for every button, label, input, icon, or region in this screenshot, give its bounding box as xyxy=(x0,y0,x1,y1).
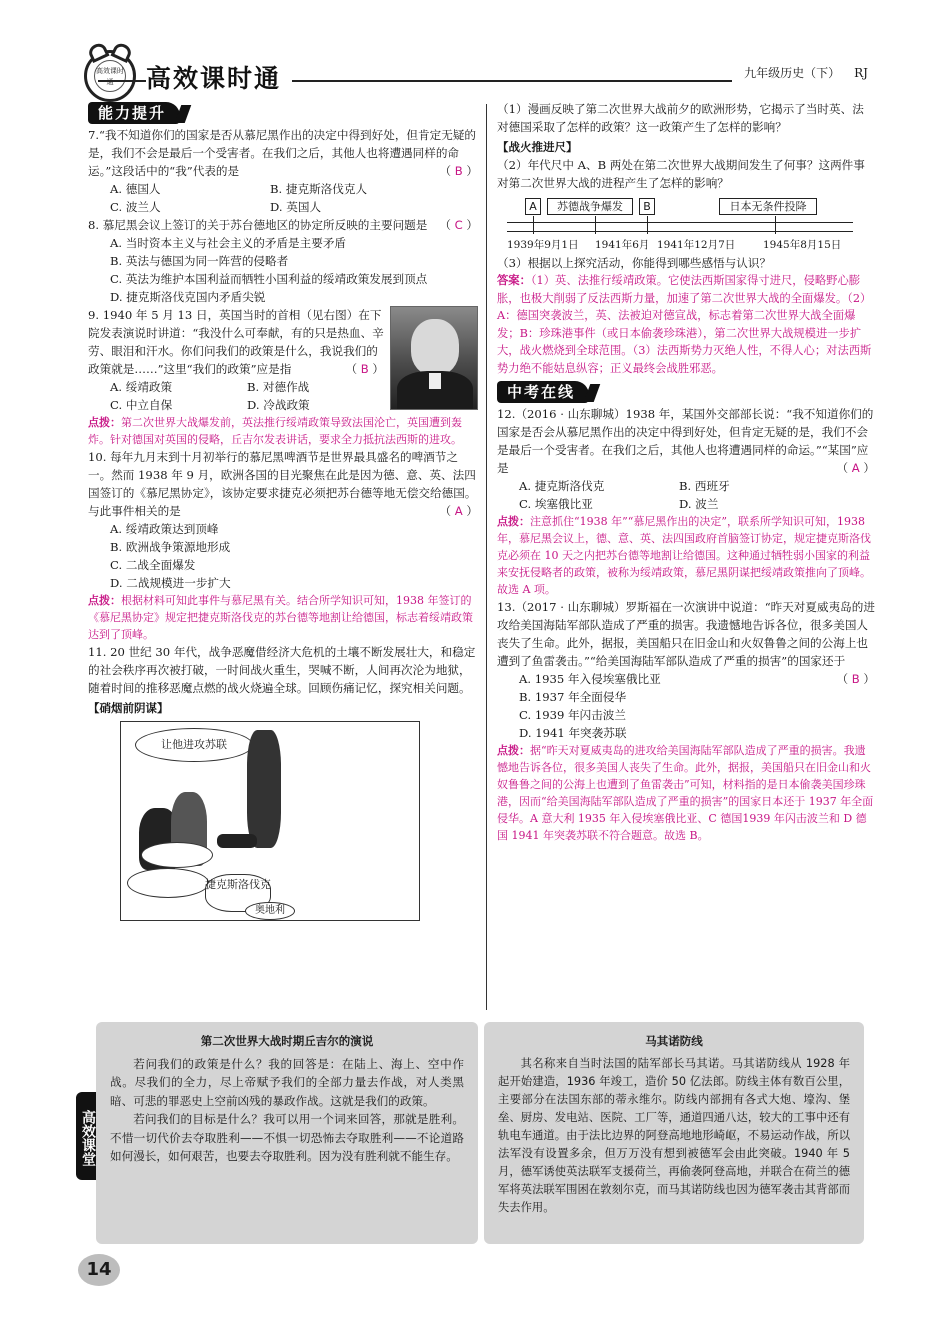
answer-mark: （ B ） xyxy=(836,672,875,686)
churchill-portrait xyxy=(390,306,478,410)
answer-block: 答案：（1）英、法推行绥靖政策。它使法西斯国家得寸进尺，侵略野心膨胀，也极大削弱了反法西斯力量，加速了第二次世界大战的全面爆发。（2）A：德国突袭波兰，英、法被迫对德宣战，标志着第二次世界大战全面爆发；B：珍珠港事件（或日本偷袭珍珠港），第二次世界大战规模进一步扩大，战火燃烧到全球范围。（3）法西斯势力灭绝人性，不得人心；对法西斯势力绝不能姑息纵容；正义最终会战胜邪恶。 xyxy=(497,274,872,375)
timeline-tick xyxy=(775,216,776,234)
timeline-ruler xyxy=(507,196,857,252)
option: C. 波兰人 xyxy=(110,200,161,214)
info-box-title: 马其诺防线 xyxy=(645,1034,703,1048)
hint: 点拨：根据材料可知此事件与慕尼黑有关。结合所学知识可知，1938 年签订的《慕尼黑协定》规定把捷克斯洛伐克的苏台德等地割让给德国，标志着绥靖政策达到了顶峰。 xyxy=(88,594,473,641)
option: A. 1935 年入侵埃塞俄比亚 xyxy=(519,672,661,686)
timeline-box-a: A xyxy=(525,198,541,215)
grade-text: 九年级历史（下） xyxy=(744,66,841,80)
options-row xyxy=(88,180,478,198)
info-box-title: 第二次世界大战时期丘吉尔的演说 xyxy=(200,1034,374,1048)
question-7 xyxy=(88,126,478,216)
option: A. 绥靖政策 xyxy=(110,380,173,394)
timeline-tick xyxy=(595,216,596,234)
timeline-date: 1939年9月1日 xyxy=(507,239,579,251)
question-11 xyxy=(88,643,478,921)
logo-text: 高效课时通 xyxy=(94,60,126,92)
question-13 xyxy=(497,598,875,844)
page-number: 14 xyxy=(78,1254,120,1286)
options-row xyxy=(88,396,384,414)
question-stem: 7.“我不知道你们的国家是否从慕尼黑作出的决定中得到好处，但肯定无疑的是，我们不会是最后一个受害者。在我们之后，其他人也将遭遇同样的命运。”这段话中的“我”代表的是 xyxy=(88,128,476,178)
info-box-paragraph: 其名称来自当时法国的陆军部长马其诺。马其诺防线从 1928 年起开始建造，1936 年竣工，造价 50 亿法郎。防线主体有数百公里，主要部分在法国东部的蒂永维尔。防线内部拥有各式大炮、壕沟、堡垒、厨房、发电站、医院、工厂等，通道四通八达，较大的工事中还有轨电车通道。由于法比边界的阿登高地地形崎岖，不易运动作战，所以法军没有设置多余，但万万没有想到被德军会由此突破。1940 年 5 月，德军诱使英法联军支援荷兰，再偷袭阿登高地，并联合在荷兰的德军将英法联军围困在敦刻尔克，而马其诺防线也因为德军袭击其背部而失去作用。 xyxy=(498,1056,850,1214)
brand-title: 高效课时通 xyxy=(146,64,282,93)
option: D. 冷战政策 xyxy=(247,398,310,412)
info-box-paragraph: 若问我们的政策是什么？我的回答是：在陆上、海上、空中作战。尽我们的全力，尽上帝赋予我们的全部力量去作战，对人类黑暗、可悲的罪恶史上空前凶残的暴政作战。这就是我们的政策。 xyxy=(110,1056,464,1108)
subheading-timeline: 【战火推进尺】 xyxy=(497,140,578,154)
option: D. 二战规模进一步扩大 xyxy=(110,576,231,590)
timeline-date: 1941年6月 xyxy=(595,239,650,251)
option: C. 二战全面爆发 xyxy=(110,558,196,572)
subheading-conspiracy: 【硝烟前阴谋】 xyxy=(88,701,169,715)
timeline-date: 1945年8月15日 xyxy=(763,239,842,251)
option: A. 绥靖政策达到顶峰 xyxy=(110,522,219,536)
option: B. 对德作战 xyxy=(247,380,310,394)
timeline-date: 1941年12月7日 xyxy=(657,239,736,251)
option: B. 捷克斯洛伐克人 xyxy=(270,182,368,196)
option: A. 当时资本主义与社会主义的矛盾是主要矛盾 xyxy=(110,236,347,250)
empty-bubble xyxy=(141,842,213,868)
timeline-box-japan-surrender: 日本无条件投降 xyxy=(719,198,817,215)
political-cartoon xyxy=(120,721,420,921)
label-austria: 奥地利 xyxy=(245,902,295,920)
option: C. 1939 年闪击波兰 xyxy=(519,708,626,722)
answer-mark: （ A ） xyxy=(439,504,478,518)
question-stem: 13.（2017 · 山东聊城）罗斯福在一次演讲中说道：“昨天对夏威夷岛的进攻给美国海陆军部队造成了严重的损害。我遗憾地告诉各位，很多美国人丧失了生命。此外，据报，美国船只在旧金山和火奴鲁鲁之间的公海上也遭到了鱼雷袭击。”“给美国海陆军部队造成了严重的损害”的国家还于 xyxy=(497,600,875,668)
label-czechoslovakia: 捷克斯洛伐克 xyxy=(205,878,271,891)
options-row xyxy=(497,495,875,513)
option: B. 1937 年全面侵华 xyxy=(519,690,627,704)
grade-label xyxy=(744,64,868,81)
alarm-clock-logo-icon xyxy=(84,50,136,102)
empty-bubble xyxy=(127,868,209,898)
timeline-bar xyxy=(507,222,853,232)
answer-mark: （ A ） xyxy=(836,461,875,475)
question-stem: 11. 20 世纪 30 年代，战争恶魔借经济大危机的土壤不断发展壮大，和稳定的社会秩序再次被打破，一时间战火重生，哭喊不断，人间再次沦为地狱，随着时间的推移恶魔点燃的战火烧遍全球。回顾伤痛记忆，探究相关问题。 xyxy=(88,645,476,695)
question-9 xyxy=(88,306,478,448)
option: A. 德国人 xyxy=(110,182,161,196)
info-box-churchill xyxy=(96,1022,478,1244)
option: D. 英国人 xyxy=(270,200,322,214)
timeline-box-b: B xyxy=(639,198,655,215)
timeline-box-soviet-german-war: 苏德战争爆发 xyxy=(547,198,633,215)
timeline-tick xyxy=(533,216,534,234)
answer-mark: （ B ） xyxy=(439,164,478,178)
option: D. 1941 年突袭苏联 xyxy=(519,726,627,740)
option: B. 西班牙 xyxy=(679,479,730,493)
edition-text: RJ xyxy=(854,66,868,80)
question-11-part2: （2）年代尺中 A、B 两处在第二次世界大战期间发生了何事？这两件事对第二次世界大战的进程产生了怎样的影响？ xyxy=(497,158,865,190)
header-rule-left xyxy=(98,80,146,82)
question-11-part1: （1）漫画反映了第二次世界大战前夕的欧洲形势，它揭示了当时英、法对德国采取了怎样的政策？这一政策产生了怎样的影响？ xyxy=(497,102,864,134)
option: C. 埃塞俄比亚 xyxy=(519,497,593,511)
question-10 xyxy=(88,448,478,643)
option: A. 捷克斯洛伐克 xyxy=(519,479,605,493)
option: B. 英法与德国为同一阵营的侵略者 xyxy=(110,254,289,268)
question-8 xyxy=(88,216,478,306)
options-row xyxy=(88,378,384,396)
hint: 点拨：注意抓住“1938 年”“慕尼黑作出的决定”，联系所学知识可知，1938 年，慕尼黑会议上，德、意、英、法四国政府首脑签订协定，规定捷克斯洛伐克必须在 10 天之内把苏台德等地割让给德国。这种通过牺牲弱小国家的利益来安抚侵略者的政策，被称为绥靖政策，慕尼黑阴谋把绥靖政策推向了顶峰。故选 A 项。 xyxy=(497,515,871,596)
question-12 xyxy=(497,405,875,598)
side-tab: 高效课堂 xyxy=(76,1092,98,1180)
column-divider xyxy=(486,104,487,1010)
question-stem: 9. 1940 年 5 月 13 日，英国当时的首相（见右图）在下院发表演说时讲道：“我没什么可奉献，有的只是热血、辛劳、眼泪和汗水。你们问我们的政策是什么，我说我们的政策就是……”这里“我们的政策”应是指 xyxy=(88,308,384,376)
speech-bubble: 让他进攻苏联 xyxy=(135,728,253,762)
header-rule xyxy=(292,80,732,82)
question-stem: 10. 每年九月末到十月初举行的慕尼黑啤酒节是世界最具盛名的啤酒节之一。然而 1938 年 9 月，欧洲各国的目光聚焦在此是因为德、意、英、法四国签订的《慕尼黑协定》，该协定要求捷克必须把苏台德等地无偿交给德国。与此事件相关的是 xyxy=(88,450,477,518)
section-badge-exam: 中考在线 xyxy=(497,381,589,403)
answer-mark: （ C ） xyxy=(439,218,478,232)
left-column xyxy=(88,100,478,921)
info-box-paragraph: 若问我们的目标是什么？我可以用一个词来回答，那就是胜利。不惜一切代价去夺取胜利——不惧一切恐怖去夺取胜利——不论道路如何漫长，如何艰苦，也要去夺取胜利。因为没有胜利就不能生存。 xyxy=(110,1112,464,1163)
option: D. 波兰 xyxy=(679,497,719,511)
question-11-part3: （3）根据以上探究活动，你能得到哪些感悟与认识？ xyxy=(497,256,772,270)
option: D. 捷克斯洛伐克国内矛盾尖锐 xyxy=(110,290,266,304)
option: C. 英法为维护本国利益而牺牲小国利益的绥靖政策发展到顶点 xyxy=(110,272,428,286)
hint: 点拨：据“昨天对夏威夷岛的进攻给美国海陆军部队造成了严重的损害。我遗憾地告诉各位，很多美国人丧失了生命。此外，据报，美国船只在旧金山和火奴鲁鲁之间的公海上也遭到了鱼雷袭击”可知，材料指的是日本偷袭美国珍珠港，因而“给美国海陆军部队造成了严重的损害”的国家日本还于 1937 年全面侵华。A 意大利 1935 年入侵埃塞俄比亚、C 德国1939 年闪击波兰和 D 德国 1941 年突袭苏联不符合题意。故选 B。 xyxy=(497,744,874,842)
header xyxy=(84,50,874,106)
timeline-tick xyxy=(647,216,648,234)
option: C. 中立自保 xyxy=(110,398,173,412)
question-stem: 12.（2016 · 山东聊城）1938 年，某国外交部部长说：“我不知道你们的国家是否会从慕尼黑作出的决定中得到好处，但肯定无疑的是，我们不会是最后一个受害者。在我们之后，其他人也将遭遇同样的命运。”“某国”应是 xyxy=(497,407,874,475)
answer-mark: （ B ） xyxy=(345,362,384,376)
question-stem: 8. 慕尼黑会议上签订的关于苏台德地区的协定所反映的主要问题是 xyxy=(88,218,428,232)
options-row xyxy=(88,198,478,216)
option: B. 欧洲战争策源地形成 xyxy=(110,540,231,554)
section-badge-ability: 能力提升 xyxy=(88,102,180,124)
hint: 点拨：第二次世界大战爆发前，英法推行绥靖政策导致法国沦亡，英国遭到轰炸。针对德国对英国的侵略，丘吉尔发表讲话，要求全力抵抗法西斯的进攻。 xyxy=(88,416,462,446)
right-column xyxy=(497,100,875,844)
figure-boot xyxy=(217,834,257,848)
info-box-maginot xyxy=(484,1022,864,1244)
figure-hitler-map xyxy=(247,730,281,848)
options-row xyxy=(497,477,875,495)
